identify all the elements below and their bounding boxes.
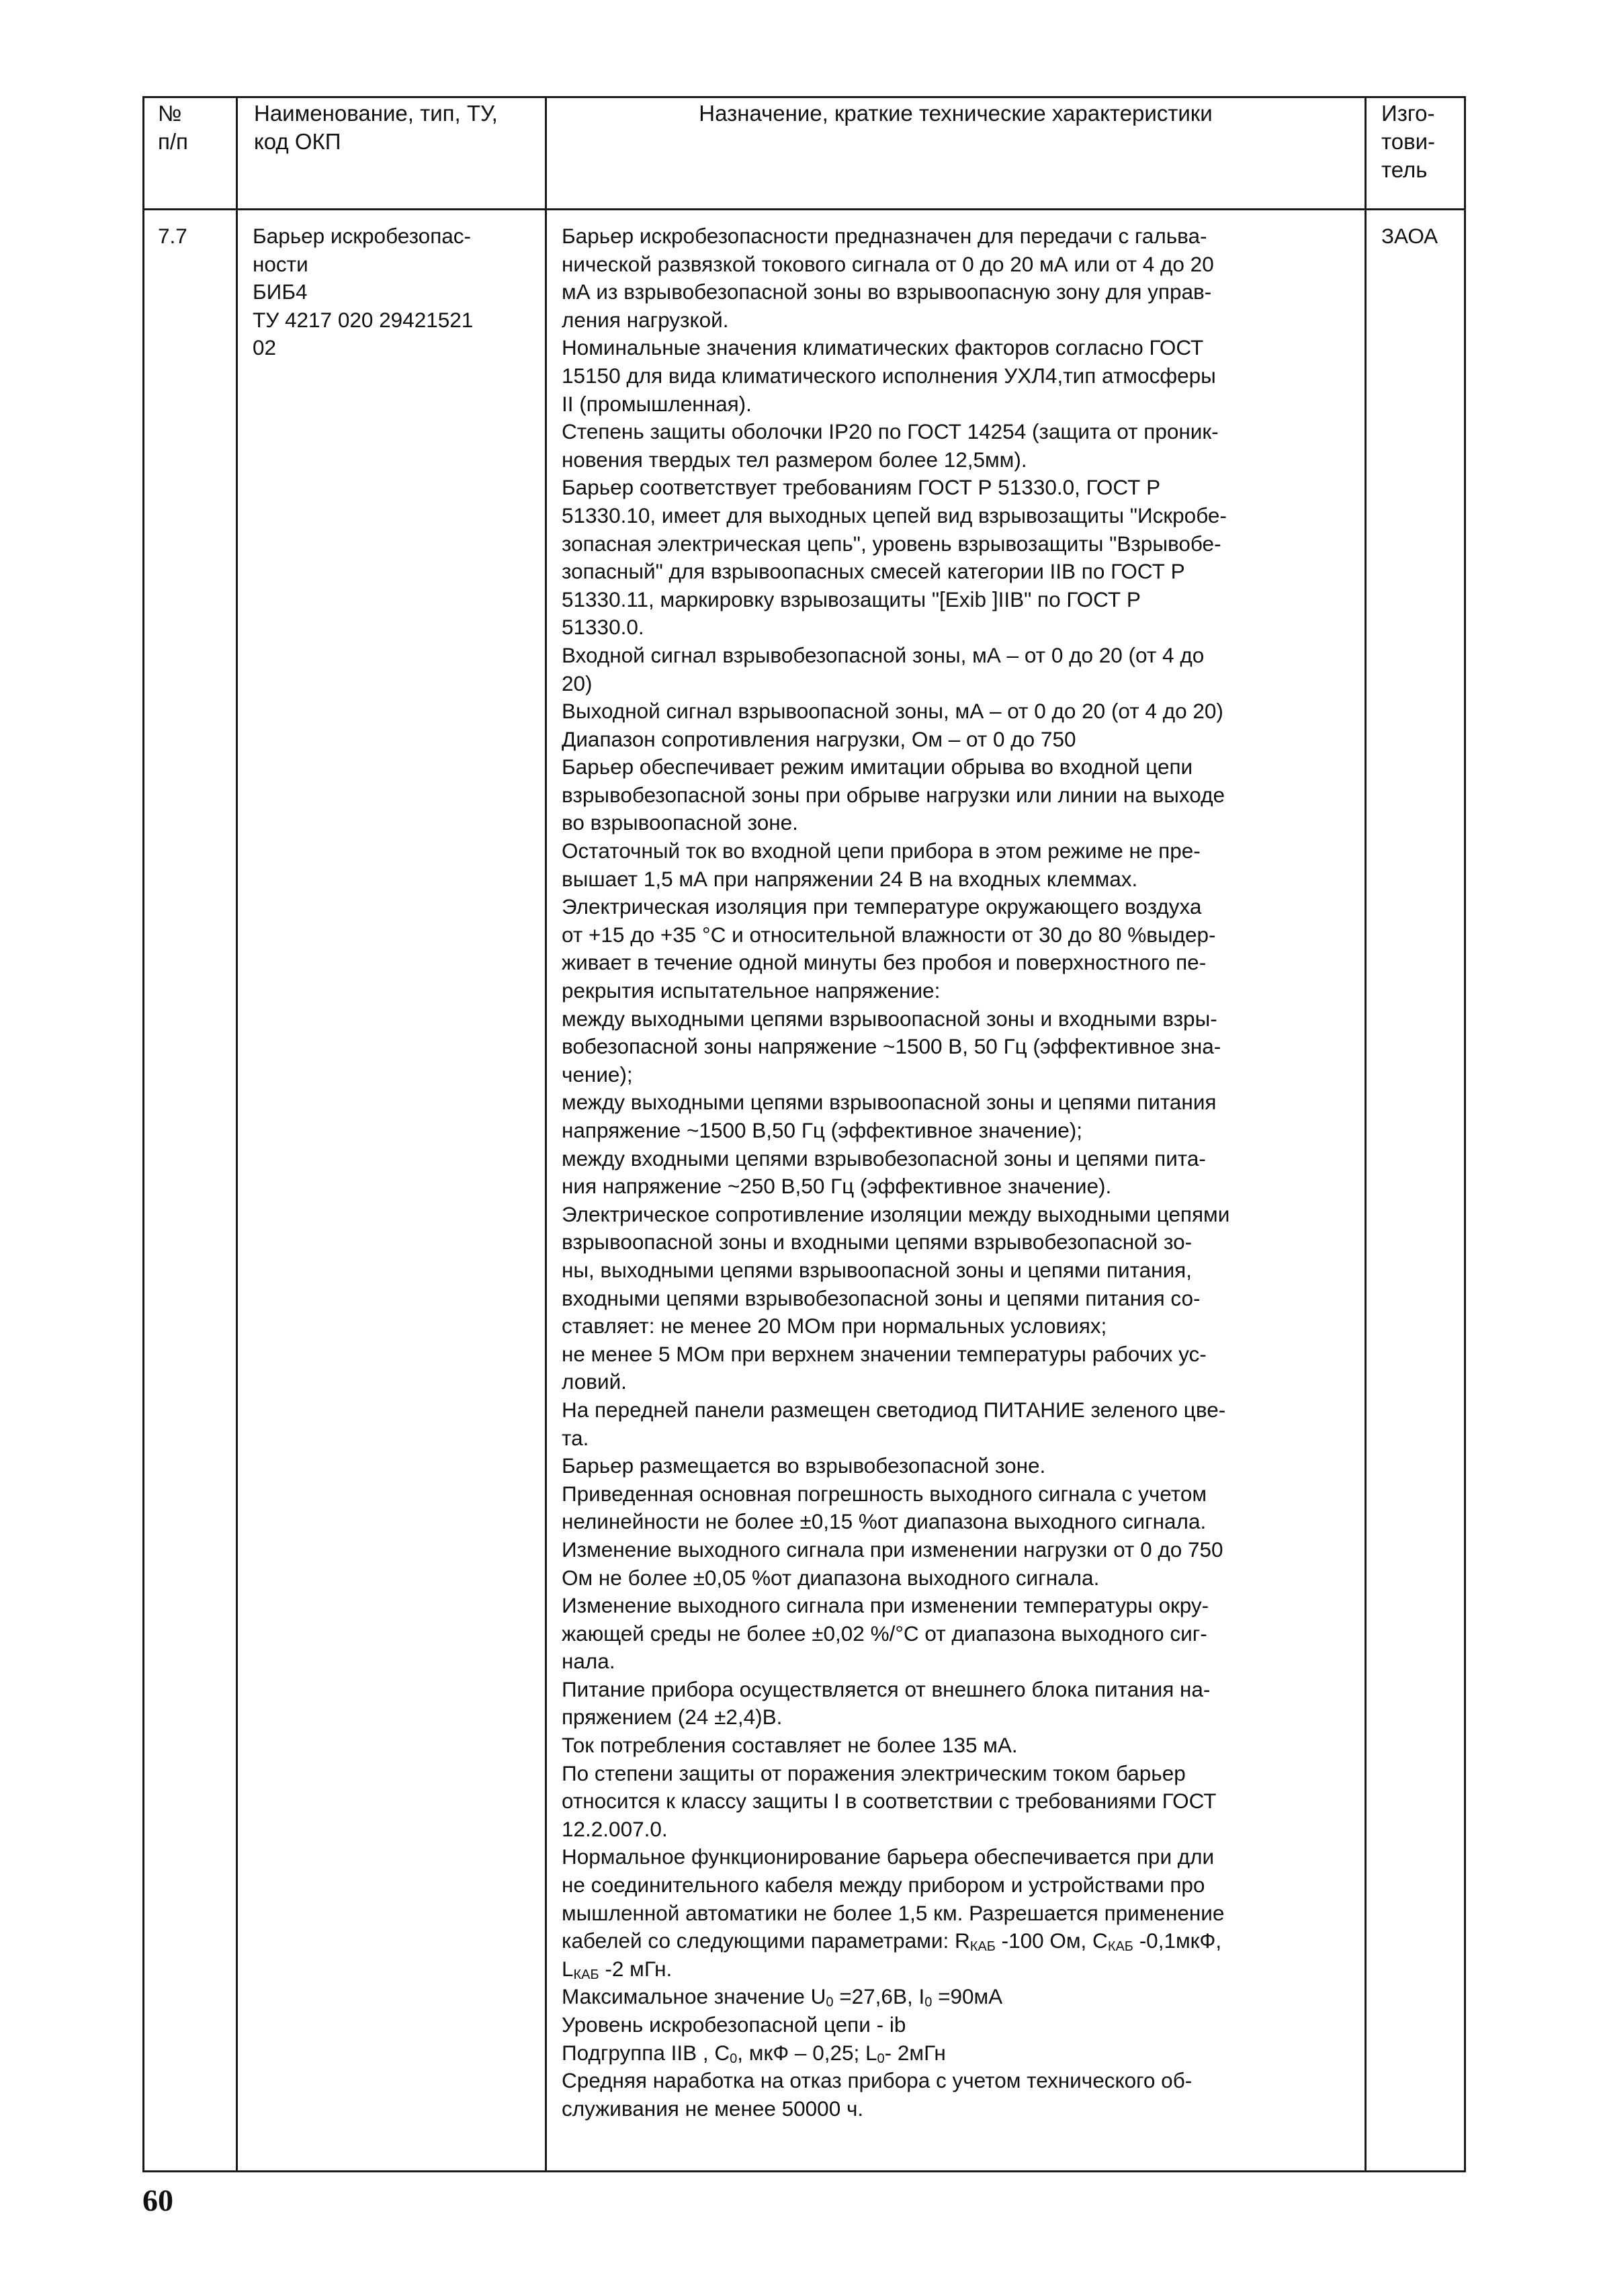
description-line: напряжение ~1500 В,50 Гц (эффективное значение); — [562, 1118, 1083, 1142]
description-line: во взрывоопасной зоне. — [562, 810, 798, 835]
description-line: ловий. — [562, 1369, 627, 1394]
description-line: Электрическое сопротивление изоляции между выходными цепями — [562, 1201, 1230, 1226]
description-line: 51330.10, имеет для выходных цепей вид взрывозащиты "Искробе- — [562, 503, 1227, 527]
description-line: зопасная электрическая цепь", уровень взрывозащиты "Взрывобе- — [562, 531, 1221, 556]
description-line: Питание прибора осуществляется от внешнего блока питания на- — [562, 1676, 1211, 1701]
manufacturer-cell: ЗАОА — [1366, 210, 1465, 2172]
description-line: мА из взрывобезопасной зоны во взрывоопасную зону для управ- — [562, 280, 1212, 304]
description-lines — [562, 222, 1356, 1927]
description-line: взрывоопасной зоны и входными цепями взрывобезопасной зо- — [562, 1230, 1193, 1255]
description-line: та. — [562, 1425, 589, 1450]
description-line: нической развязкой токового сигнала от 0 до 20 мА или от 4 до 20 — [562, 251, 1214, 276]
product-name-cell — [237, 210, 546, 2172]
header-manufacturer: Изго- тови- тель — [1366, 97, 1465, 210]
description-line: Диапазон сопротивления нагрузки, Ом – от 0 до 750 — [562, 726, 1076, 751]
header-description: Назначение, краткие технические характеристики — [546, 97, 1366, 210]
description-line: взрывобезопасной зоны при обрыве нагрузки или линии на выходе — [562, 782, 1225, 807]
description-line: Изменение выходного сигнала при изменении температуры окру- — [562, 1593, 1209, 1618]
description-line: Номинальные значения климатических факторов согласно ГОСТ — [562, 335, 1204, 360]
header-number: № п/п — [144, 97, 237, 210]
cable-inductance-line: $L_{КАБ}$ -2 мГн. — [562, 1956, 673, 1982]
description-line: живает в течение одной минуты без пробоя и поверхностного пе- — [562, 950, 1207, 975]
description-line: ления нагрузкой. — [562, 307, 729, 332]
description-line: не менее 5 МОм при верхнем значении температуры рабочих ус- — [562, 1341, 1207, 1366]
description-line: между выходными цепями взрывоопасной зоны и входными взры- — [562, 1006, 1217, 1031]
description-line: Степень защиты оболочки IP20 по ГОСТ 14254 (защита от проник- — [562, 419, 1219, 444]
page-number: 60 — [142, 2183, 173, 2217]
description-line: Нормальное функционирование барьера обеспечивается при дли — [562, 1844, 1215, 1869]
description-line: рекрытия испытательное напряжение: — [562, 978, 941, 1003]
description-line: мышленной автоматики не более 1,5 км. Разрешается применение — [562, 1900, 1225, 1925]
description-line: между выходными цепями взрывоопасной зоны и цепями питания — [562, 1090, 1217, 1115]
mtbf-line-1: Средняя наработка на отказ прибора с учетом технического об- — [562, 2068, 1193, 2093]
description-line: ставляет: не менее 20 МОм при нормальных условиях; — [562, 1314, 1107, 1338]
description-line: зопасный" для взрывоопасных смесей категории IIB по ГОСТ Р — [562, 559, 1185, 584]
description-line: ны, выходными цепями взрывоопасной зоны и цепями питания, — [562, 1257, 1192, 1282]
safety-level-line: Уровень искробезопасной цепи - ib — [562, 2012, 906, 2037]
description-line: жающей среды не более ±0,02 %/°С от диапазона выходного сиг- — [562, 1621, 1207, 1646]
product-name-line: ТУ 4217 020 29421521 — [253, 307, 474, 332]
subgroup-line: Подгруппа IIB , $С_0$, мкФ – 0,25; $L_0-$ 2мГн — [562, 2040, 946, 2066]
description-line: относится к классу защиты I в соответствии с требованиями ГОСТ — [562, 1789, 1217, 1814]
table-header-row — [144, 97, 1465, 210]
product-name-line: Барьер искробезопас- — [253, 224, 472, 248]
product-name-line: ности — [253, 251, 308, 276]
mtbf-line-2: служивания не менее 50000 ч. — [562, 2096, 864, 2121]
description-line: вобезопасной зоны напряжение ~1500 В, 50 Гц (эффективное зна- — [562, 1034, 1221, 1059]
description-line: чение); — [562, 1062, 633, 1087]
description-line: 12.2.007.0. — [562, 1816, 668, 1841]
product-name-line: БИБ4 — [253, 280, 308, 304]
description-line: новения твердых тел размером более 12,5мм). — [562, 447, 1027, 472]
max-values-line: Максимальное значение $U_0 =27,6В$, $I_0 =90мА$ — [562, 1984, 1003, 2010]
description-line: между входными цепями взрывобезопасной зоны и цепями пита- — [562, 1146, 1206, 1171]
description-line: входными цепями взрывобезопасной зоны и цепями питания со- — [562, 1285, 1201, 1310]
description-line: Ток потребления составляет не более 135 мА. — [562, 1733, 1018, 1758]
description-line: Остаточный ток во входной цепи прибора в этом режиме не пре- — [562, 839, 1201, 863]
description-line: На передней панели размещен светодиод ПИТАНИЕ зеленого цве- — [562, 1397, 1226, 1422]
description-line: нелинейности не более ±0,15 %от диапазона выходного сигнала. — [562, 1509, 1207, 1534]
description-line: Выходной сигнал взрывоопасной зоны, мА – от 0 до 20 (от 4 до 20) — [562, 699, 1223, 724]
description-line: Барьер обеспечивает режим имитации обрыва во входной цепи — [562, 755, 1193, 779]
description-line: вышает 1,5 мА при напряжении 24 В на входных клеммах. — [562, 866, 1138, 891]
description-line: Электрическая изоляция при температуре окружающего воздуха — [562, 894, 1202, 919]
description-line: Входной сигнал взрывобезопасной зоны, мА – от 0 до 20 (от 4 до — [562, 642, 1205, 667]
description-line: II (промышленная). — [562, 391, 752, 416]
description-line: пряжением (24 ±2,4)В. — [562, 1705, 783, 1730]
description-line: ния напряжение ~250 В,50 Гц (эффективное значение). — [562, 1174, 1112, 1199]
description-line: 15150 для вида климатического исполнения УХЛ4,тип атмосферы — [562, 363, 1216, 388]
description-line: 20) — [562, 671, 593, 695]
description-line: По степени защиты от поражения электрическим током барьер — [562, 1760, 1186, 1785]
specs-table — [142, 96, 1466, 2172]
description-line: Изменение выходного сигнала при изменении нагрузки от 0 до 750 — [562, 1537, 1223, 1562]
table-row — [144, 210, 1465, 2172]
description-line: Барьер размещается во взрывобезопасной зоне. — [562, 1453, 1046, 1478]
description-line: 51330.0. — [562, 615, 644, 640]
description-line: Барьер соответствует требованиям ГОСТ Р 51330.0, ГОСТ Р — [562, 475, 1161, 500]
description-line: не соединительного кабеля между прибором и устройствами про — [562, 1873, 1205, 1898]
header-name: Наименование, тип, ТУ, код ОКП — [237, 97, 546, 210]
description-line: нала. — [562, 1649, 615, 1674]
description-line: от +15 до +35 °С и относительной влажности от 30 до 80 %выдер- — [562, 922, 1216, 947]
product-name-line: 02 — [253, 335, 277, 360]
row-number: 7.7 — [144, 210, 237, 2172]
description-line: Барьер искробезопасности предназначен для передачи с гальва- — [562, 224, 1207, 248]
description-line: Ом не более ±0,05 %от диапазона выходного сигнала. — [562, 1565, 1100, 1590]
product-name-lines — [253, 222, 545, 362]
description-cell — [546, 210, 1366, 2172]
cable-params-line: кабелей со следующими параметрами: $R_{КАБ}$ -100 Ом, $С_{КАБ}$ -0,1мкФ, — [562, 1928, 1222, 1955]
description-line: Приведенная основная погрешность выходного сигнала с учетом — [562, 1481, 1207, 1506]
description-line: 51330.11, маркировку взрывозащиты "[Exib ]IIB" по ГОСТ Р — [562, 587, 1141, 611]
